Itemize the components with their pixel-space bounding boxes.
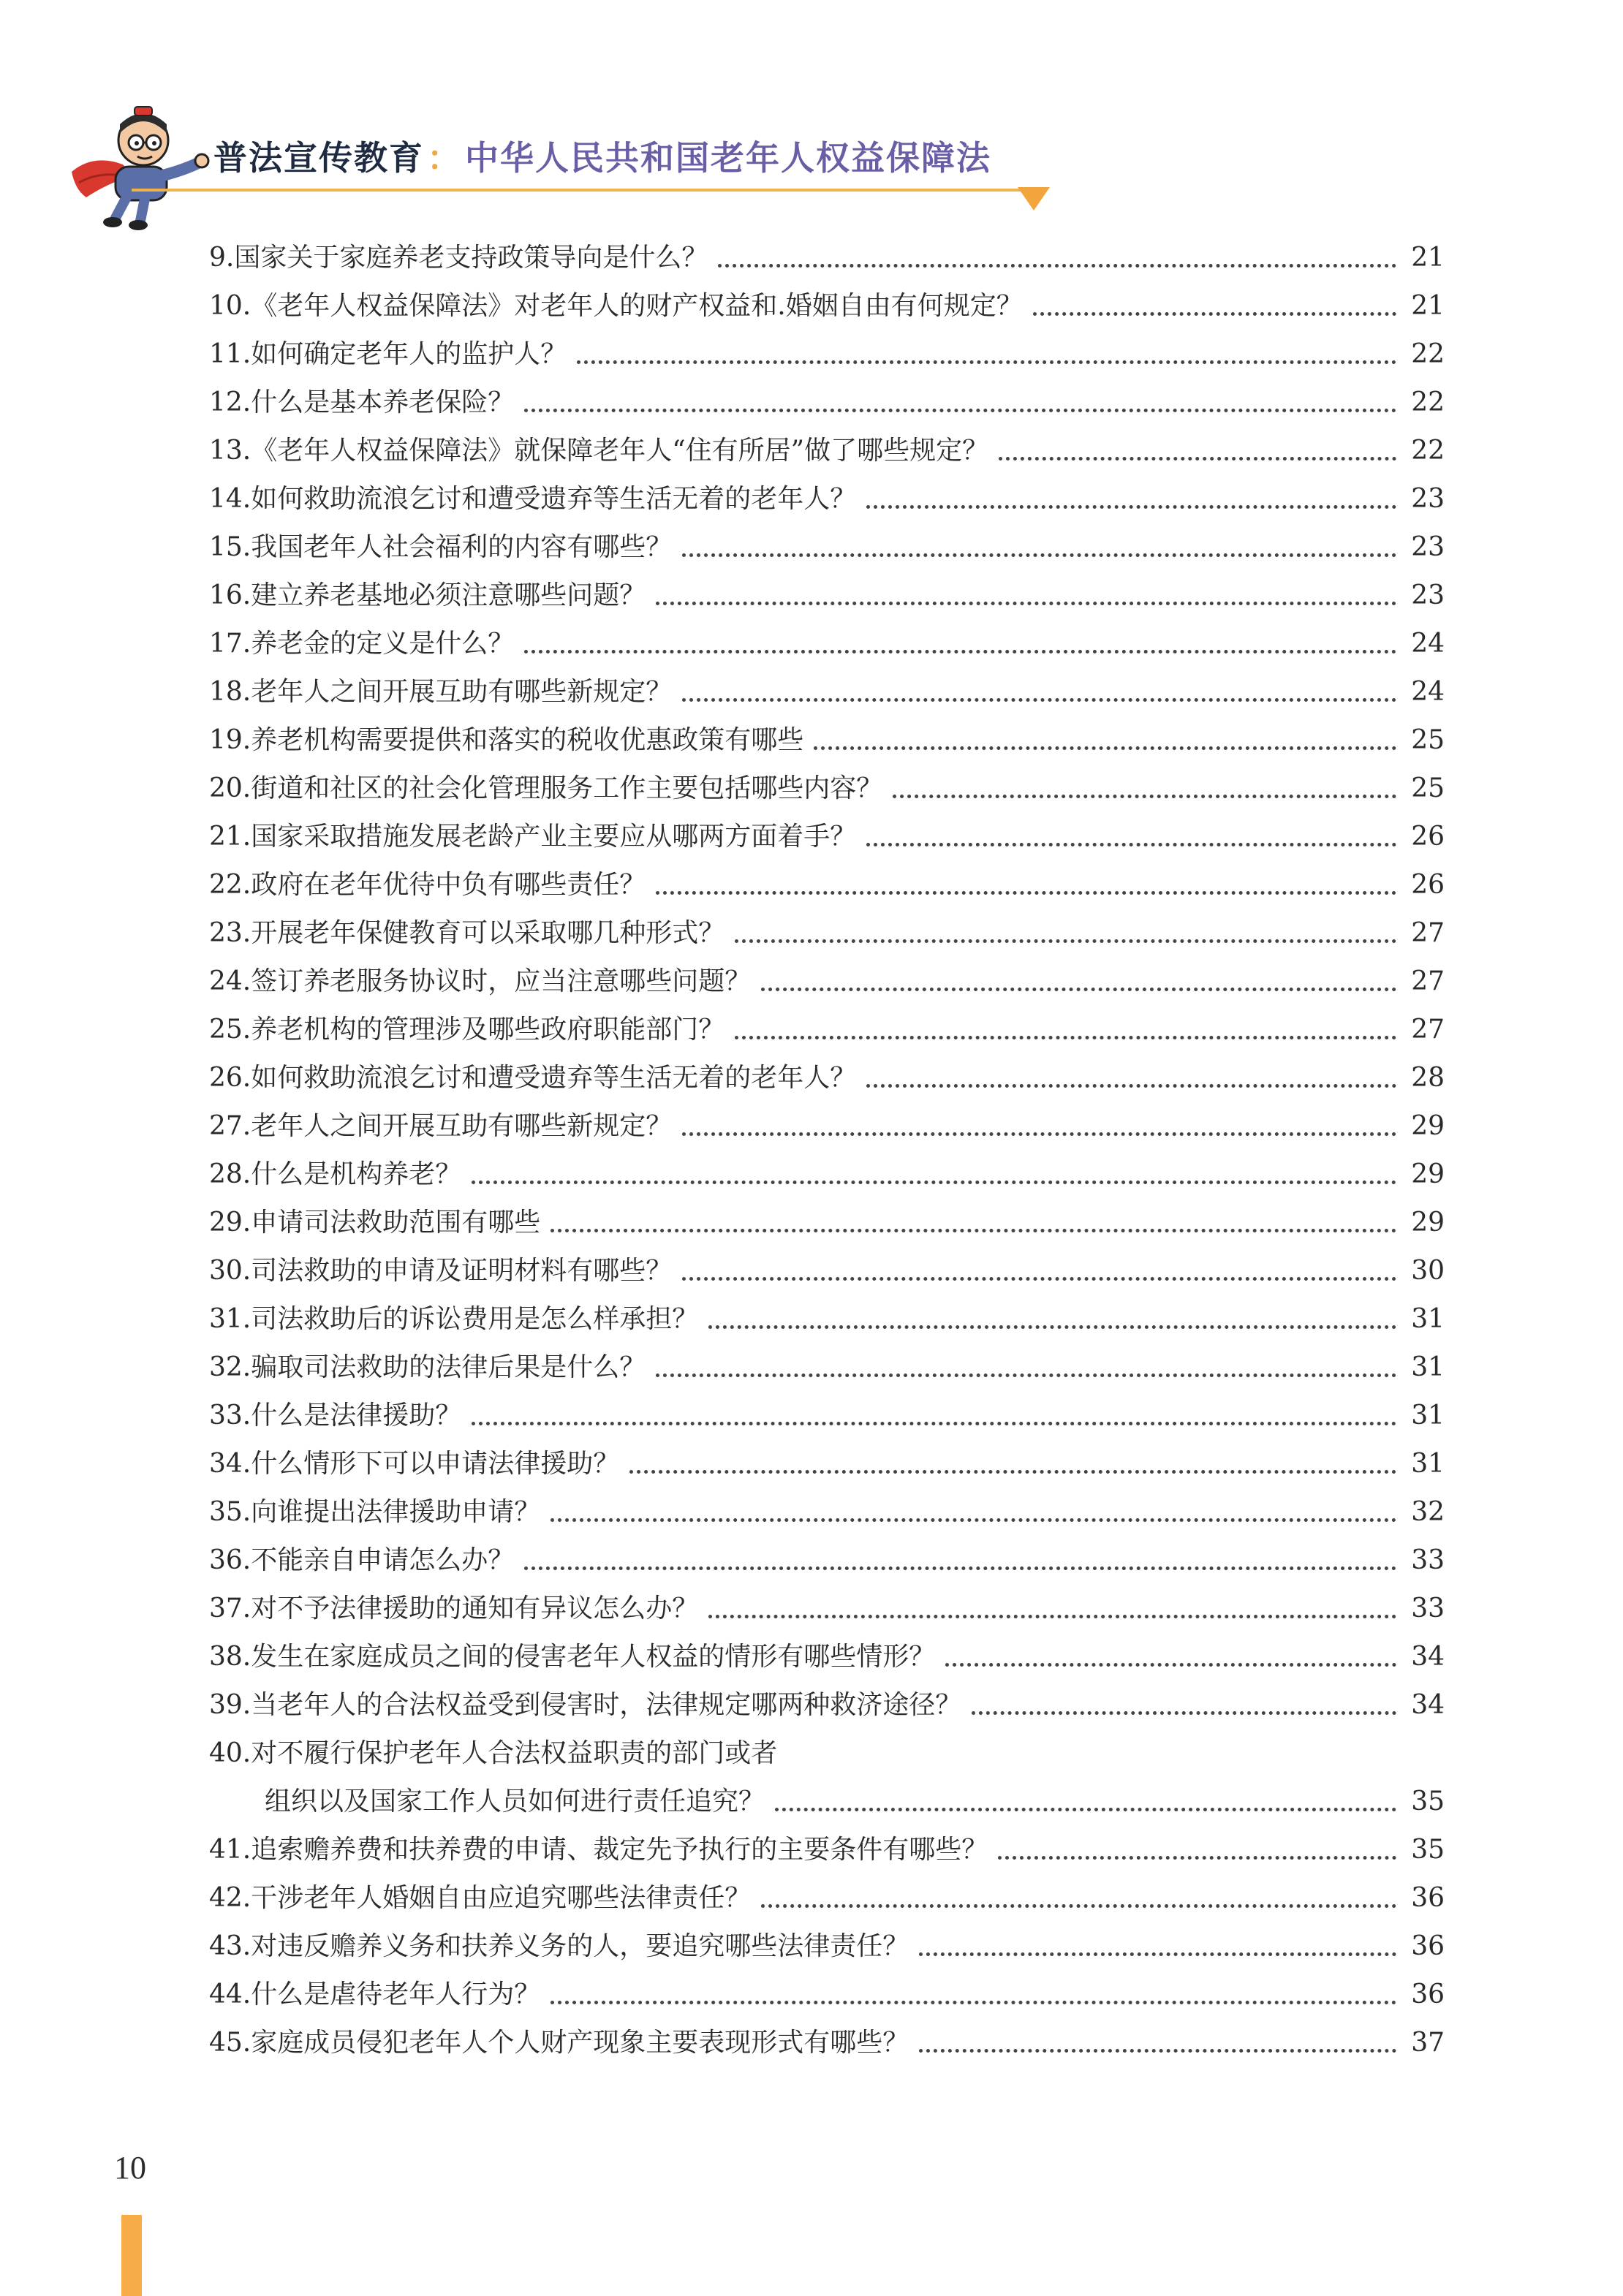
toc-entry[interactable] xyxy=(209,1151,1445,1199)
toc-entry-page: 23 xyxy=(1411,484,1445,514)
toc-entry[interactable] xyxy=(209,523,1445,572)
toc-entry-number: 24. xyxy=(209,966,251,996)
toc-entry[interactable] xyxy=(209,958,1445,1006)
toc-entry[interactable] xyxy=(209,1247,1445,1295)
toc-dot-leader xyxy=(866,505,1396,509)
toc-entry-page: 31 xyxy=(1411,1449,1445,1479)
toc-entry[interactable] xyxy=(209,234,1445,282)
toc-entry[interactable] xyxy=(209,765,1445,813)
toc-entry-page: 27 xyxy=(1411,918,1445,948)
toc-entry-title: 什么是基本养老保险？ xyxy=(251,387,515,417)
toc-entry-title: 我国老年人社会福利的内容有哪些？ xyxy=(251,532,673,562)
toc-dot-leader xyxy=(656,1374,1396,1377)
header-title xyxy=(213,130,991,181)
toc-dot-leader xyxy=(999,457,1396,461)
toc-entry[interactable] xyxy=(209,1971,1445,2019)
toc-entry-number: 34. xyxy=(209,1449,251,1479)
toc-entry[interactable] xyxy=(209,861,1445,909)
toc-entry-number: 21. xyxy=(209,822,251,852)
toc-entry[interactable] xyxy=(209,909,1445,958)
toc-entry-page: 36 xyxy=(1411,1883,1445,1913)
toc-entry-title: 司法救助的申请及证明材料有哪些？ xyxy=(251,1256,673,1286)
toc-entry-number: 16. xyxy=(209,580,251,610)
toc-entry-number: 39. xyxy=(209,1690,251,1720)
header-underline xyxy=(132,189,1038,192)
toc-entry-number: 41. xyxy=(209,1835,251,1865)
toc-dot-leader xyxy=(472,1422,1396,1425)
toc-entry[interactable] xyxy=(209,1440,1445,1488)
toc-entry-title: 不能亲自申请怎么办？ xyxy=(251,1545,515,1575)
toc-entry-title: 如何救助流浪乞讨和遭受遗弃等生活无着的老年人？ xyxy=(251,484,857,514)
toc-entry-number: 14. xyxy=(209,484,251,514)
toc-entry[interactable] xyxy=(209,813,1445,861)
toc-entry-number: 32. xyxy=(209,1352,251,1382)
toc-entry-page: 29 xyxy=(1411,1111,1445,1141)
page-number: 10 xyxy=(114,2150,146,2186)
toc-entry-page: 27 xyxy=(1411,1015,1445,1045)
toc-entry-page: 31 xyxy=(1411,1401,1445,1431)
mascot-illustration xyxy=(64,102,211,234)
toc-entry-page: 23 xyxy=(1411,580,1445,610)
toc-entry-number: 18. xyxy=(209,677,251,707)
toc-entry[interactable] xyxy=(209,1199,1445,1247)
toc-entry-number: 25. xyxy=(209,1015,251,1045)
toc-dot-leader xyxy=(919,2049,1396,2053)
toc-entry-number: 15. xyxy=(209,532,251,562)
toc-entry-number: 27. xyxy=(209,1111,251,1141)
toc-entry-number: 36. xyxy=(209,1545,251,1575)
toc-entry-page: 31 xyxy=(1411,1352,1445,1382)
toc-entry-page: 22 xyxy=(1411,436,1445,466)
toc-entry-title: 对违反赡养义务和扶养义务的人，要追究哪些法律责任？ xyxy=(251,1931,909,1961)
toc-entry-page: 35 xyxy=(1411,1835,1445,1865)
toc-entry-title: 骗取司法救助的法律后果是什么？ xyxy=(251,1352,646,1382)
toc-dot-leader xyxy=(775,1808,1396,1811)
toc-entry-page: 34 xyxy=(1411,1690,1445,1720)
toc-entry[interactable] xyxy=(209,475,1445,523)
toc-entry-title: 什么是法律援助？ xyxy=(251,1401,462,1431)
toc-entry-number: 35. xyxy=(209,1497,251,1527)
toc-entry-title: 养老机构需要提供和落实的税收优惠政策有哪些 xyxy=(251,725,804,755)
toc-entry-title: 家庭成员侵犯老年人个人财产现象主要表现形式有哪些？ xyxy=(251,2028,909,2058)
toc-entry-title: 国家采取措施发展老龄产业主要应从哪两方面着手？ xyxy=(251,822,857,852)
toc-entry-number: 33. xyxy=(209,1401,251,1431)
toc-entry[interactable] xyxy=(209,1874,1445,1922)
toc-entry-number: 38. xyxy=(209,1642,251,1672)
toc-entry[interactable] xyxy=(209,1585,1445,1633)
toc-entry-title: 司法救助后的诉讼费用是怎么样承担？ xyxy=(251,1304,699,1334)
toc-entry-number: 19. xyxy=(209,725,251,755)
toc-entry-number: 12. xyxy=(209,387,251,417)
toc-entry-number: 44. xyxy=(209,1979,251,2009)
header-title-separator: ： xyxy=(427,138,462,178)
toc-entry-number: 28. xyxy=(209,1159,251,1189)
toc-entry[interactable] xyxy=(209,1392,1445,1440)
toc-entry-page: 22 xyxy=(1411,387,1445,417)
toc-entry-page: 26 xyxy=(1411,822,1445,852)
toc-dot-leader xyxy=(682,698,1396,702)
toc-entry-page: 25 xyxy=(1411,773,1445,803)
toc-entry-page: 23 xyxy=(1411,532,1445,562)
toc-dot-leader xyxy=(972,1711,1396,1715)
toc-dot-leader xyxy=(761,988,1396,991)
toc-dot-leader xyxy=(524,1566,1396,1570)
toc-entry-title: 什么是虐待老年人行为？ xyxy=(251,1979,541,2009)
toc-entry-title: 对不履行保护老年人合法权益职责的部门或者 xyxy=(251,1738,778,1768)
toc-entry-page: 24 xyxy=(1411,629,1445,659)
header-triangle-marker xyxy=(1018,187,1050,211)
side-accent-bar xyxy=(121,2215,142,2296)
toc-entry[interactable] xyxy=(209,1295,1445,1344)
toc-entry-number: 26. xyxy=(209,1063,251,1093)
toc-entry[interactable] xyxy=(209,1681,1445,1729)
toc-dot-leader xyxy=(682,1277,1396,1281)
toc-entry-number: 45. xyxy=(209,2028,251,2058)
toc-entry[interactable] xyxy=(209,1537,1445,1585)
toc-dot-leader xyxy=(866,843,1396,846)
toc-dot-leader xyxy=(656,602,1396,605)
toc-dot-leader xyxy=(866,1084,1396,1088)
toc-dot-leader xyxy=(524,409,1396,412)
page-header xyxy=(0,0,1623,219)
toc-entry-title: 对不予法律援助的通知有异议怎么办？ xyxy=(251,1594,699,1624)
toc-entry-number: 9. xyxy=(209,243,235,273)
toc-dot-leader xyxy=(682,553,1396,557)
toc-entry-title: 申请司法救助范围有哪些 xyxy=(251,1208,541,1238)
toc-entry-page: 32 xyxy=(1411,1497,1445,1527)
toc-entry[interactable] xyxy=(209,1826,1445,1874)
toc-entry-title: 建立养老基地必须注意哪些问题？ xyxy=(251,580,646,610)
toc-dot-leader xyxy=(551,1518,1396,1522)
toc-entry[interactable] xyxy=(209,1102,1445,1151)
toc-entry-page: 21 xyxy=(1411,291,1445,321)
toc-entry[interactable] xyxy=(209,1488,1445,1537)
toc-entry[interactable] xyxy=(209,1344,1445,1392)
toc-entry-page: 22 xyxy=(1411,339,1445,369)
toc-entry-page: 27 xyxy=(1411,966,1445,996)
toc-dot-leader xyxy=(682,1132,1396,1136)
toc-entry[interactable] xyxy=(209,427,1445,475)
toc-entry-title: 向谁提出法律援助申请？ xyxy=(251,1497,541,1527)
toc-entry-title: 开展老年保健教育可以采取哪几种形式？ xyxy=(251,918,725,948)
toc-entry-title: 如何救助流浪乞讨和遭受遗弃等生活无着的老年人？ xyxy=(251,1063,857,1093)
toc-entry-page: 29 xyxy=(1411,1208,1445,1238)
toc-entry-title: 养老机构的管理涉及哪些政府职能部门？ xyxy=(251,1015,725,1045)
toc-entry-title: 什么情形下可以申请法律援助？ xyxy=(251,1449,620,1479)
toc-entry-number: 40. xyxy=(209,1738,251,1768)
toc-entry-title: 养老金的定义是什么？ xyxy=(251,629,515,659)
toc-entry-number: 11. xyxy=(209,339,251,369)
toc-entry-page: 29 xyxy=(1411,1159,1445,1189)
toc-entry-title: 政府在老年优待中负有哪些责任？ xyxy=(251,870,646,900)
toc-entry-title: 什么是机构养老？ xyxy=(251,1159,462,1189)
toc-entry[interactable] xyxy=(209,668,1445,716)
toc-dot-leader xyxy=(524,650,1396,653)
toc-entry-number: 23. xyxy=(209,918,251,948)
toc-entry-number: 43. xyxy=(209,1931,251,1961)
toc-entry-page: 36 xyxy=(1411,1979,1445,2009)
toc-entry[interactable] xyxy=(209,2019,1445,2067)
toc-dot-leader xyxy=(708,1325,1396,1329)
toc-entry-page: 36 xyxy=(1411,1931,1445,1961)
table-of-contents xyxy=(209,234,1445,2067)
toc-dot-leader xyxy=(551,1229,1396,1232)
toc-entry-continuation[interactable] xyxy=(209,1778,1445,1826)
toc-entry-number: 20. xyxy=(209,773,251,803)
toc-dot-leader xyxy=(761,1904,1396,1908)
toc-entry-page: 21 xyxy=(1411,243,1445,273)
toc-entry-number: 13. xyxy=(209,436,251,466)
toc-entry[interactable] xyxy=(209,620,1445,668)
toc-entry[interactable] xyxy=(209,1054,1445,1102)
toc-entry[interactable] xyxy=(209,1729,1445,1778)
toc-entry-page: 33 xyxy=(1411,1594,1445,1624)
toc-entry-page: 37 xyxy=(1411,2028,1445,2058)
toc-entry[interactable] xyxy=(209,330,1445,379)
toc-entry-title: 签订养老服务协议时，应当注意哪些问题？ xyxy=(251,966,752,996)
toc-dot-leader xyxy=(472,1181,1396,1184)
toc-entry[interactable] xyxy=(209,379,1445,427)
toc-entry-page: 24 xyxy=(1411,677,1445,707)
toc-entry[interactable] xyxy=(209,1922,1445,1971)
toc-dot-leader xyxy=(998,1856,1396,1860)
toc-dot-leader xyxy=(893,795,1396,798)
toc-dot-leader xyxy=(708,1615,1396,1618)
toc-dot-leader xyxy=(551,2001,1396,2004)
toc-entry-page: 25 xyxy=(1411,725,1445,755)
toc-entry[interactable] xyxy=(209,572,1445,620)
toc-entry-number: 30. xyxy=(209,1256,251,1286)
toc-entry-number: 37. xyxy=(209,1594,251,1624)
toc-entry-title: 老年人之间开展互助有哪些新规定？ xyxy=(251,1111,673,1141)
toc-entry[interactable] xyxy=(209,1633,1445,1681)
header-title-sub: 中华人民共和国老年人权益保障法 xyxy=(465,138,991,178)
toc-entry-page: 34 xyxy=(1411,1642,1445,1672)
toc-entry-page: 33 xyxy=(1411,1545,1445,1575)
header-title-main: 普法宣传教育 xyxy=(213,138,424,178)
toc-entry-page: 30 xyxy=(1411,1256,1445,1286)
toc-dot-leader xyxy=(735,939,1396,943)
toc-entry-title: 国家关于家庭养老支持政策导向是什么？ xyxy=(234,243,708,273)
toc-entry[interactable] xyxy=(209,1006,1445,1054)
toc-dot-leader xyxy=(919,1952,1396,1956)
toc-entry-title: 当老年人的合法权益受到侵害时，法律规定哪两种救济途径？ xyxy=(251,1690,962,1720)
toc-entry-title: 老年人之间开展互助有哪些新规定？ xyxy=(251,677,673,707)
toc-entry-title: 追索赡养费和扶养费的申请、裁定先予执行的主要条件有哪些？ xyxy=(251,1835,988,1865)
toc-entry-title-continued: 组织以及国家工作人员如何进行责任追究？ xyxy=(265,1787,765,1816)
toc-entry-title: 《老年人权益保障法》就保障老年人“住有所居”做了哪些规定？ xyxy=(251,436,989,466)
toc-dot-leader xyxy=(718,264,1396,268)
toc-entry-number: 10. xyxy=(209,291,251,321)
toc-entry-title: 如何确定老年人的监护人？ xyxy=(251,339,567,369)
toc-dot-leader xyxy=(577,360,1396,364)
toc-entry-number: 31. xyxy=(209,1304,251,1334)
toc-entry-title: 街道和社区的社会化管理服务工作主要包括哪些内容？ xyxy=(251,773,883,803)
toc-dot-leader xyxy=(735,1036,1396,1039)
toc-entry-title: 发生在家庭成员之间的侵害老年人权益的情形有哪些情形？ xyxy=(251,1642,936,1672)
toc-entry-page: 28 xyxy=(1411,1063,1445,1093)
toc-dot-leader xyxy=(656,891,1396,895)
toc-entry-number: 17. xyxy=(209,629,251,659)
toc-entry-title: 《老年人权益保障法》对老年人的财产权益和.婚姻自由有何规定？ xyxy=(251,291,1023,321)
toc-entry[interactable] xyxy=(209,716,1445,765)
toc-entry[interactable] xyxy=(209,282,1445,330)
toc-dot-leader xyxy=(814,746,1396,750)
toc-entry-number: 22. xyxy=(209,870,251,900)
toc-entry-page: 35 xyxy=(1411,1787,1445,1816)
toc-entry-page: 26 xyxy=(1411,870,1445,900)
toc-entry-page: 31 xyxy=(1411,1304,1445,1334)
toc-entry-number: 42. xyxy=(209,1883,251,1913)
toc-dot-leader xyxy=(945,1663,1396,1667)
toc-entry-number: 29. xyxy=(209,1208,251,1238)
toc-dot-leader xyxy=(1033,312,1396,316)
toc-entry-title: 干涉老年人婚姻自由应追究哪些法律责任？ xyxy=(251,1883,752,1913)
toc-dot-leader xyxy=(629,1470,1396,1474)
